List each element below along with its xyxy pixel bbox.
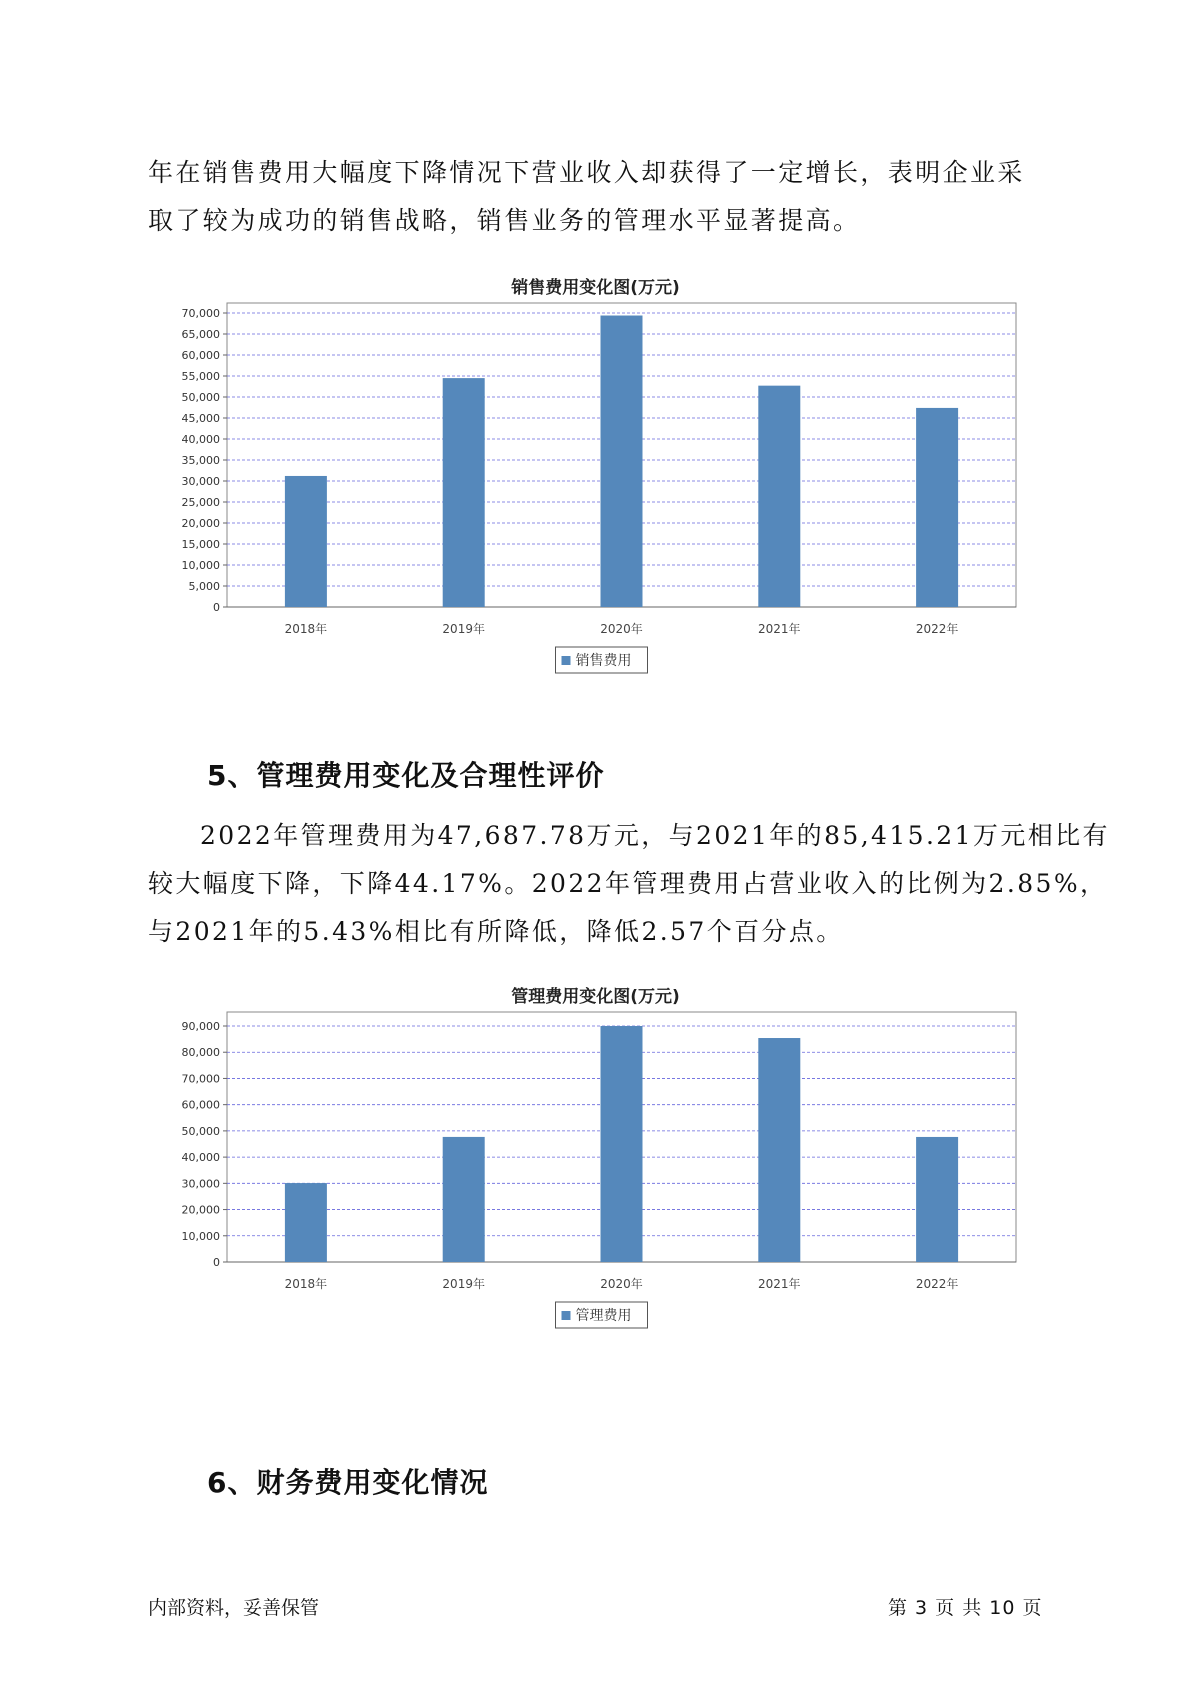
bar — [443, 1137, 485, 1262]
y-tick-label: 70,000 — [181, 1072, 220, 1086]
y-tick-label: 35,000 — [181, 454, 220, 467]
y-tick-label: 5,000 — [188, 580, 220, 593]
y-tick-label: 55,000 — [181, 370, 220, 383]
paragraph-line: 与2021年的5.43%相比有所降低，降低2.57个百分点。 — [148, 917, 844, 946]
admin-expense-chart-svg — [150, 1011, 1030, 1401]
y-tick-label: 10,000 — [181, 1229, 220, 1243]
bar — [758, 386, 800, 607]
paragraph-line: 2022年管理费用为47,687.78万元，与2021年的85,415.21万元相比有 — [200, 821, 1110, 850]
paragraph-line: 取了较为成功的销售战略，销售业务的管理水平显著提高。 — [148, 206, 861, 235]
y-tick-label: 15,000 — [181, 538, 220, 551]
chart-title-sales-expense: 销售费用变化图(万元) — [511, 278, 680, 298]
x-tick-label: 2020年 — [600, 622, 643, 636]
y-tick-label: 50,000 — [181, 1124, 220, 1138]
x-tick-label: 2019年 — [442, 1277, 485, 1291]
section-6-heading: 6、财务费用变化情况 — [207, 1466, 489, 1499]
chart-title-admin-expense: 管理费用变化图(万元) — [511, 987, 680, 1007]
legend-swatch — [562, 656, 571, 665]
x-tick-label: 2021年 — [758, 622, 801, 636]
bar — [285, 476, 327, 607]
intro-paragraph — [148, 149, 1048, 245]
bar — [443, 378, 485, 607]
y-tick-label: 25,000 — [181, 496, 220, 509]
y-tick-label: 45,000 — [181, 412, 220, 425]
y-tick-label: 80,000 — [181, 1046, 220, 1060]
y-tick-label: 60,000 — [181, 1098, 220, 1112]
footer-confidential-note: 内部资料，妥善保管 — [148, 1597, 320, 1619]
section-5-paragraph — [148, 812, 1110, 956]
x-tick-label: 2018年 — [284, 622, 328, 636]
x-tick-label: 2019年 — [442, 622, 485, 636]
bar — [285, 1183, 327, 1262]
paragraph-line: 年在销售费用大幅度下降情况下营业收入却获得了一定增长，表明企业采 — [148, 158, 1025, 187]
bar — [916, 1137, 958, 1262]
x-tick-label: 2022年 — [915, 1277, 959, 1291]
bar — [601, 316, 643, 607]
y-tick-label: 70,000 — [181, 307, 220, 320]
y-tick-label: 40,000 — [181, 433, 220, 446]
admin-expense-chart — [150, 1011, 1030, 1401]
y-tick-label: 30,000 — [181, 475, 220, 488]
y-tick-label: 40,000 — [181, 1151, 220, 1165]
y-tick-label: 30,000 — [181, 1177, 220, 1191]
y-tick-label: 20,000 — [181, 1203, 220, 1217]
x-tick-label: 2018年 — [284, 1277, 328, 1291]
x-tick-label: 2022年 — [915, 622, 959, 636]
y-tick-label: 60,000 — [181, 349, 220, 362]
section-5-heading: 5、管理费用变化及合理性评价 — [207, 759, 605, 792]
y-tick-label: 10,000 — [181, 559, 220, 572]
legend-swatch — [562, 1311, 571, 1320]
legend-label: 管理费用 — [575, 1308, 632, 1324]
y-tick-label: 65,000 — [181, 328, 220, 341]
y-tick-label: 20,000 — [181, 517, 220, 530]
x-tick-label: 2021年 — [758, 1277, 801, 1291]
sales-expense-chart-svg — [150, 302, 1030, 692]
paragraph-line: 较大幅度下降，下降44.17%。2022年管理费用占营业收入的比例为2.85%， — [148, 869, 1108, 898]
legend-label: 销售费用 — [575, 653, 632, 669]
footer-page-number: 第 3 页 共 10 页 — [888, 1597, 1043, 1619]
y-tick-label: 90,000 — [181, 1020, 220, 1033]
y-tick-label: 0 — [213, 601, 220, 614]
bar — [916, 408, 958, 607]
y-tick-label: 0 — [213, 1256, 220, 1269]
x-tick-label: 2020年 — [600, 1277, 643, 1291]
sales-expense-chart — [150, 302, 1030, 692]
y-tick-label: 50,000 — [181, 391, 220, 404]
bar — [601, 1026, 643, 1262]
bar — [758, 1038, 800, 1262]
